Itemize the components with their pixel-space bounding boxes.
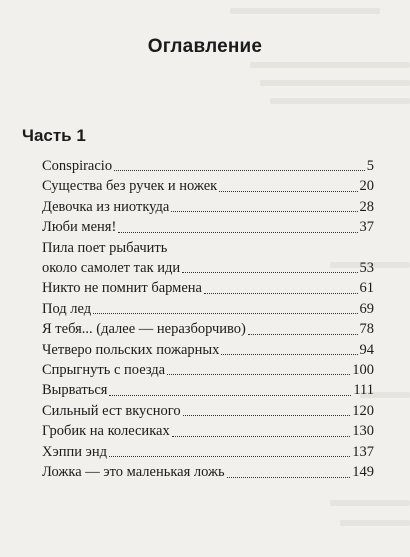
toc-entry-title: Существа без ручек и ножек (42, 178, 218, 195)
toc-entry[interactable] (42, 442, 374, 462)
toc-entry-page: 53 (359, 260, 374, 277)
toc-entry-page: 61 (359, 280, 374, 297)
toc-entry[interactable] (42, 401, 374, 421)
dot-leader (183, 415, 351, 416)
show-through-line (330, 500, 410, 506)
toc-entry[interactable] (42, 421, 374, 441)
toc-entry-title: Гробик на колесиках (42, 423, 170, 440)
toc-entry[interactable] (42, 176, 374, 196)
show-through-line (250, 62, 410, 68)
toc-entry[interactable] (42, 278, 374, 298)
dot-leader (114, 170, 365, 171)
dot-leader (109, 395, 351, 396)
toc-entry-title: Сильный ест вкусного (42, 402, 181, 419)
toc-entry-page: 111 (353, 382, 374, 399)
dot-leader (118, 232, 357, 233)
show-through-line (260, 80, 410, 86)
toc-entry-title: Под лед (42, 300, 92, 317)
toc-entry-page: 149 (352, 464, 374, 481)
part-heading: Часть 1 (22, 126, 86, 145)
toc-entry-page: 120 (352, 402, 374, 419)
toc-entry[interactable] (42, 238, 374, 279)
dot-leader (221, 354, 357, 355)
toc-entry[interactable] (42, 360, 374, 380)
toc-entry[interactable] (42, 156, 374, 176)
dot-leader (109, 456, 350, 457)
dot-leader (172, 436, 351, 437)
toc-entry[interactable] (42, 462, 374, 482)
toc-entry-page: 130 (352, 423, 374, 440)
toc-entry-title: Вырваться (42, 382, 108, 399)
toc-entry[interactable] (42, 217, 374, 237)
toc-entry-page: 5 (366, 158, 374, 174)
toc-entry-page: 78 (359, 321, 374, 338)
page-title: Оглавление (147, 36, 263, 57)
toc-entry-title: Люби меня! (42, 219, 117, 236)
dot-leader (219, 191, 357, 192)
toc-entry-title: Я тебя... (далее — неразборчиво) (42, 321, 246, 338)
toc-entry-title: Ложка — это маленькая ложь (42, 464, 225, 481)
dot-leader (167, 374, 350, 375)
toc-entry-page: 28 (359, 198, 374, 215)
toc-entry[interactable] (42, 380, 374, 400)
toc-entry-title: Спрыгнуть с поезда (42, 362, 166, 379)
dot-leader (227, 477, 351, 478)
dot-leader (93, 313, 357, 314)
toc-entry-title: Conspiracio (42, 158, 113, 174)
toc-entry-title: Никто не помнит бармена (42, 280, 202, 297)
toc-entry-title: Четверо польских пожарных (42, 341, 220, 358)
toc-entry-page: 137 (352, 443, 374, 460)
show-through-line (270, 98, 410, 104)
toc-entry-page: 94 (359, 341, 374, 358)
toc-entry[interactable] (42, 319, 374, 339)
show-through-line (230, 8, 380, 14)
show-through-line (340, 520, 410, 526)
dot-leader (182, 272, 357, 273)
toc-entry-title: Девочка из ниоткуда (42, 198, 170, 215)
toc-entry[interactable] (42, 197, 374, 217)
toc-entry-page: 37 (359, 219, 374, 236)
dot-leader (204, 293, 358, 294)
toc-entry-title: Хэппи энд (42, 443, 107, 460)
toc-entry-page: 69 (359, 300, 374, 317)
dot-leader (248, 334, 358, 335)
toc-entry[interactable] (42, 299, 374, 319)
table-of-contents (42, 156, 374, 483)
toc-entry-title: Пила поет рыбачить около самолет так иди (42, 239, 181, 277)
toc-entry-page: 100 (352, 362, 374, 379)
toc-entry[interactable] (42, 340, 374, 360)
dot-leader (171, 211, 357, 212)
toc-entry-page: 20 (359, 178, 374, 195)
